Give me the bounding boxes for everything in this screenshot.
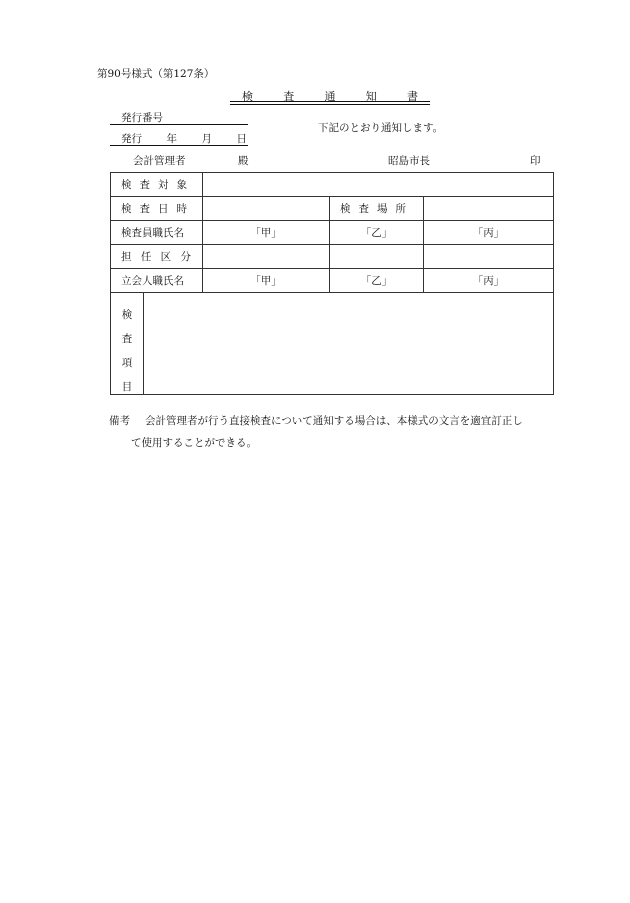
datetime-value[interactable]: [203, 197, 330, 221]
division-otsu[interactable]: [330, 245, 424, 269]
table-row: [111, 269, 554, 293]
issue-date-part: 発行: [121, 133, 142, 145]
title-underline-double: [230, 104, 430, 105]
target-label: 検 査 対 象: [111, 173, 203, 197]
division-label: 担 任 区 分: [111, 245, 203, 269]
division-hei[interactable]: [424, 245, 554, 269]
addressee: 会計管理者: [133, 155, 186, 167]
issue-number-line: [110, 124, 248, 125]
remark: [109, 410, 569, 454]
notice-text: 下記のとおり通知します。: [318, 122, 444, 134]
place-value[interactable]: [424, 197, 554, 221]
target-value[interactable]: [203, 173, 554, 197]
issue-date-label: [121, 131, 247, 146]
issue-number-label: 発行番号: [121, 112, 163, 124]
issue-date-part: 年: [166, 133, 177, 145]
title-char: 知: [365, 90, 377, 103]
issue-date-line: [110, 145, 248, 146]
table-row: [111, 293, 554, 395]
sender: 昭島市長: [388, 155, 430, 167]
table-row: [111, 221, 554, 245]
witness-hei[interactable]: 「丙」: [424, 269, 554, 293]
place-label: 検 査 場 所: [330, 197, 424, 221]
title-char: 通: [324, 90, 336, 103]
inspector-hei[interactable]: 「丙」: [424, 221, 554, 245]
honorific: 殿: [238, 155, 249, 167]
seal-mark: 印: [530, 155, 541, 167]
table-row: [111, 173, 554, 197]
remark-line1: 会計管理者が行う直接検査について通知する場合は、本様式の文言を適宜訂正し: [145, 415, 523, 427]
title-char: 書: [407, 90, 418, 103]
title-underline: [230, 101, 430, 102]
inspector-ko[interactable]: 「甲」: [203, 221, 330, 245]
datetime-label: 検 査 日 時: [111, 197, 203, 221]
witness-ko[interactable]: 「甲」: [203, 269, 330, 293]
remark-line2: て使用することができる。: [131, 437, 257, 449]
table-row: [111, 245, 554, 269]
inspector-otsu[interactable]: 「乙」: [330, 221, 424, 245]
issue-date-part: 日: [236, 133, 247, 145]
division-ko[interactable]: [203, 245, 330, 269]
witness-otsu[interactable]: 「乙」: [330, 269, 424, 293]
inspector-label: 検査員職氏名: [111, 221, 203, 245]
items-label: 検 査 項 目: [111, 293, 144, 395]
witness-label: 立会人職氏名: [111, 269, 203, 293]
table-row: [111, 197, 554, 221]
issue-date-part: 月: [201, 133, 212, 145]
form-number: 第90号様式（第127条）: [97, 68, 215, 80]
inspection-table: [110, 172, 554, 395]
remark-label: 備考: [109, 415, 130, 427]
title-char: 査: [283, 90, 295, 103]
items-value[interactable]: [144, 293, 554, 395]
title-char: 検: [242, 90, 253, 103]
